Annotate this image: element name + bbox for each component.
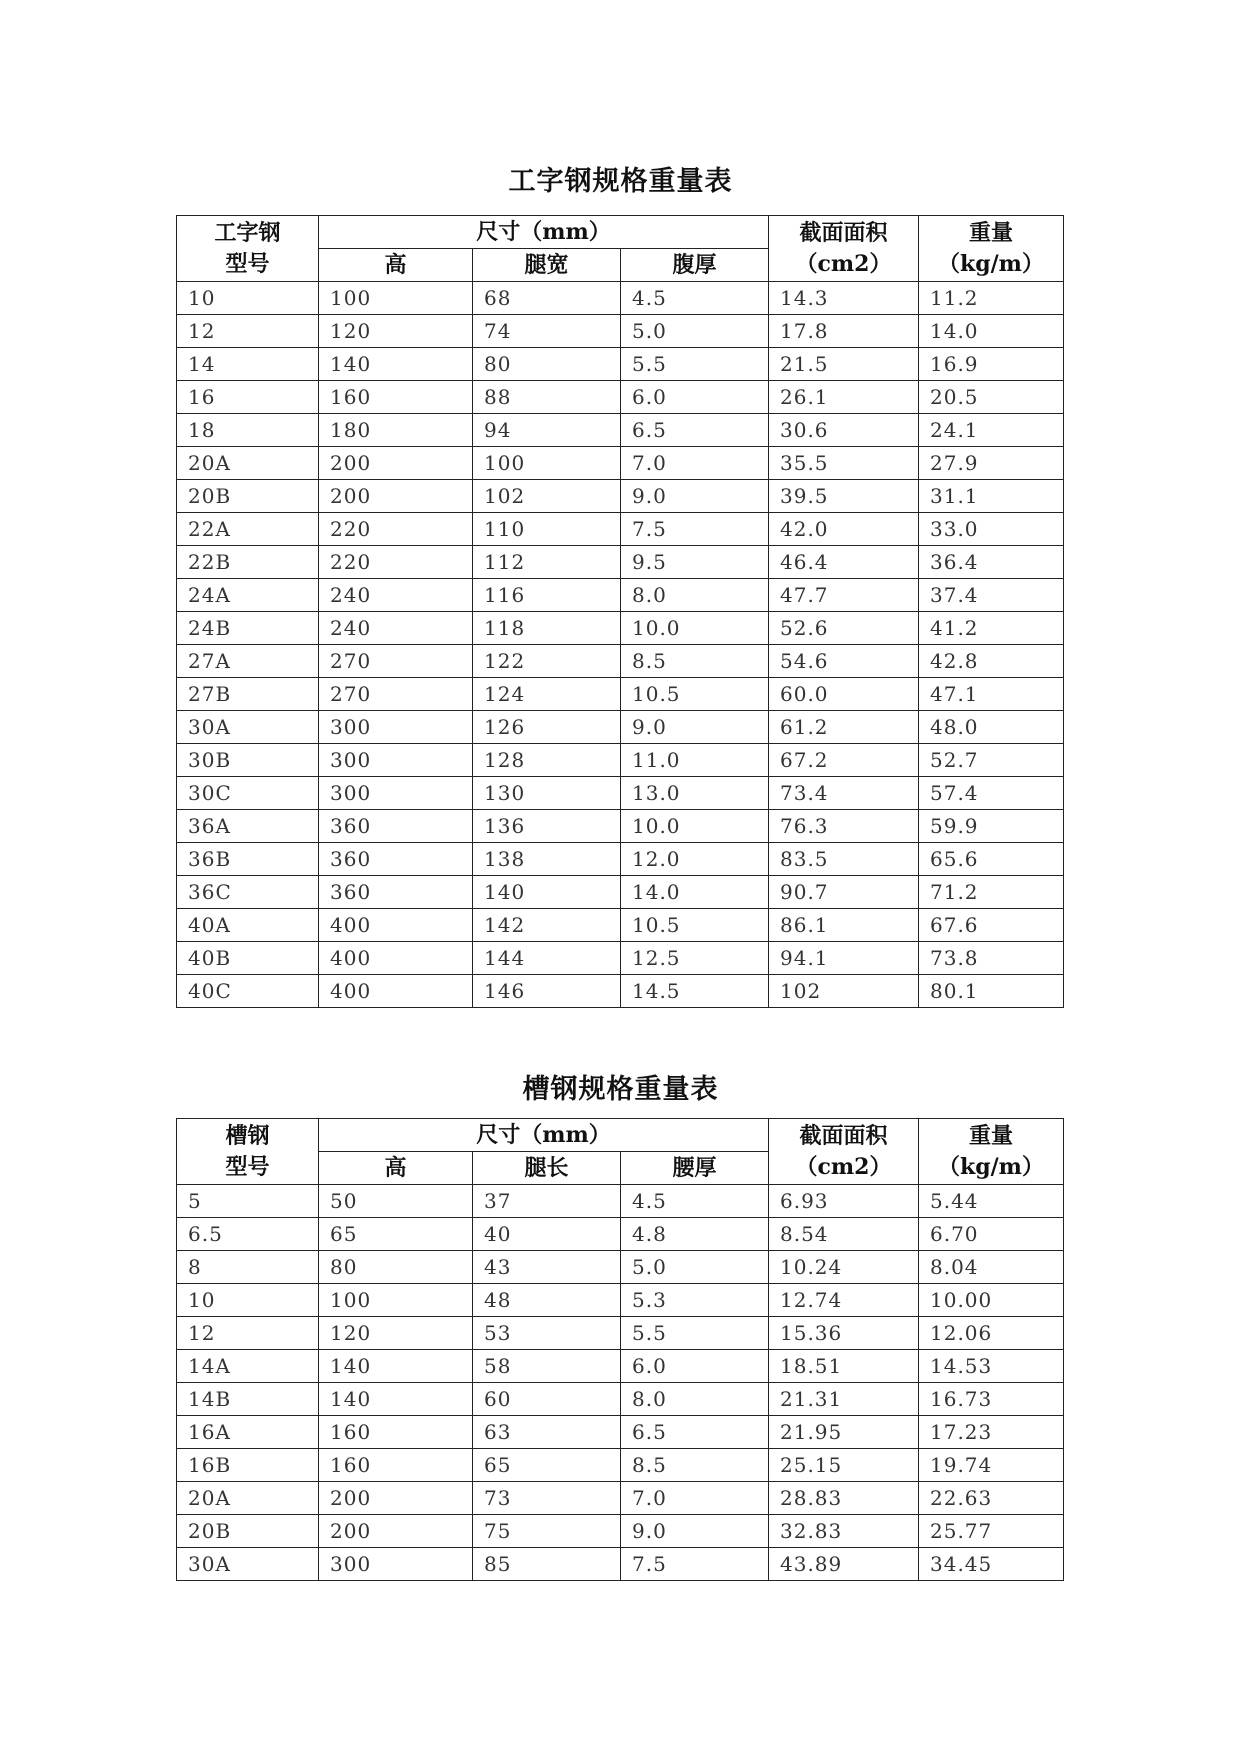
model-cell: 16 bbox=[177, 381, 319, 414]
height-cell: 80 bbox=[319, 1251, 473, 1284]
model-cell: 40B bbox=[177, 942, 319, 975]
height-cell: 300 bbox=[319, 777, 473, 810]
model-cell: 30A bbox=[177, 1548, 319, 1581]
web-cell: 14.5 bbox=[621, 975, 769, 1008]
area-cell: 83.5 bbox=[769, 843, 919, 876]
table-row bbox=[177, 612, 1064, 645]
area-cell: 17.8 bbox=[769, 315, 919, 348]
model-cell: 30B bbox=[177, 744, 319, 777]
model-cell: 30C bbox=[177, 777, 319, 810]
weight-cell: 36.4 bbox=[919, 546, 1064, 579]
area-cell: 12.74 bbox=[769, 1284, 919, 1317]
area-cell: 6.93 bbox=[769, 1185, 919, 1218]
leg-cell: 63 bbox=[473, 1416, 621, 1449]
height-cell: 100 bbox=[319, 282, 473, 315]
area-cell: 14.3 bbox=[769, 282, 919, 315]
table-row bbox=[177, 777, 1064, 810]
area-cell: 8.54 bbox=[769, 1218, 919, 1251]
leg-width-header: 腿宽 bbox=[473, 249, 621, 282]
web-cell: 8.0 bbox=[621, 579, 769, 612]
i-beam-table-body bbox=[177, 282, 1064, 1008]
table-row bbox=[177, 315, 1064, 348]
web-cell: 13.0 bbox=[621, 777, 769, 810]
web-cell: 9.0 bbox=[621, 480, 769, 513]
model-cell: 40C bbox=[177, 975, 319, 1008]
table-row bbox=[177, 711, 1064, 744]
area-cell: 102 bbox=[769, 975, 919, 1008]
area-cell: 26.1 bbox=[769, 381, 919, 414]
model-cell: 40A bbox=[177, 909, 319, 942]
web-cell: 4.5 bbox=[621, 1185, 769, 1218]
model-header bbox=[177, 216, 319, 282]
area-cell: 28.83 bbox=[769, 1482, 919, 1515]
web-cell: 5.3 bbox=[621, 1284, 769, 1317]
weight-cell: 12.06 bbox=[919, 1317, 1064, 1350]
height-cell: 360 bbox=[319, 876, 473, 909]
height-cell: 200 bbox=[319, 447, 473, 480]
area-cell: 86.1 bbox=[769, 909, 919, 942]
web-cell: 9.5 bbox=[621, 546, 769, 579]
weight-cell: 16.9 bbox=[919, 348, 1064, 381]
web-cell: 7.5 bbox=[621, 1548, 769, 1581]
area-cell: 76.3 bbox=[769, 810, 919, 843]
table-row bbox=[177, 1185, 1064, 1218]
model-cell: 20B bbox=[177, 480, 319, 513]
table-row bbox=[177, 678, 1064, 711]
area-cell: 90.7 bbox=[769, 876, 919, 909]
leg-cell: 65 bbox=[473, 1449, 621, 1482]
web-cell: 7.0 bbox=[621, 1482, 769, 1515]
leg-cell: 75 bbox=[473, 1515, 621, 1548]
model-cell: 6.5 bbox=[177, 1218, 319, 1251]
waist-thickness-header: 腰厚 bbox=[621, 1152, 769, 1185]
web-cell: 6.5 bbox=[621, 414, 769, 447]
model-cell: 22B bbox=[177, 546, 319, 579]
table-row bbox=[177, 909, 1064, 942]
table-row bbox=[177, 447, 1064, 480]
weight-cell: 57.4 bbox=[919, 777, 1064, 810]
web-cell: 11.0 bbox=[621, 744, 769, 777]
leg-cell: 85 bbox=[473, 1548, 621, 1581]
channel-table-body bbox=[177, 1185, 1064, 1581]
area-header-line2: （cm2） bbox=[795, 1153, 892, 1180]
model-cell: 16B bbox=[177, 1449, 319, 1482]
model-cell: 27A bbox=[177, 645, 319, 678]
height-cell: 65 bbox=[319, 1218, 473, 1251]
weight-cell: 19.74 bbox=[919, 1449, 1064, 1482]
area-cell: 21.95 bbox=[769, 1416, 919, 1449]
web-cell: 6.5 bbox=[621, 1416, 769, 1449]
model-cell: 14B bbox=[177, 1383, 319, 1416]
web-cell: 9.0 bbox=[621, 1515, 769, 1548]
leg-cell: 122 bbox=[473, 645, 621, 678]
table-row bbox=[177, 381, 1064, 414]
area-header-line1: 截面面积 bbox=[799, 1122, 888, 1149]
height-cell: 300 bbox=[319, 1548, 473, 1581]
height-cell: 140 bbox=[319, 1383, 473, 1416]
weight-cell: 73.8 bbox=[919, 942, 1064, 975]
web-cell: 12.5 bbox=[621, 942, 769, 975]
leg-cell: 68 bbox=[473, 282, 621, 315]
weight-header-line1: 重量 bbox=[968, 219, 1013, 246]
height-cell: 140 bbox=[319, 348, 473, 381]
table-row bbox=[177, 975, 1064, 1008]
leg-cell: 128 bbox=[473, 744, 621, 777]
table-row bbox=[177, 810, 1064, 843]
height-cell: 180 bbox=[319, 414, 473, 447]
leg-cell: 40 bbox=[473, 1218, 621, 1251]
weight-cell: 59.9 bbox=[919, 810, 1064, 843]
area-header-line1: 截面面积 bbox=[799, 219, 888, 246]
leg-cell: 136 bbox=[473, 810, 621, 843]
weight-cell: 20.5 bbox=[919, 381, 1064, 414]
leg-cell: 53 bbox=[473, 1317, 621, 1350]
model-cell: 10 bbox=[177, 1284, 319, 1317]
table-row bbox=[177, 1350, 1064, 1383]
table-row bbox=[177, 1515, 1064, 1548]
height-cell: 400 bbox=[319, 942, 473, 975]
area-cell: 73.4 bbox=[769, 777, 919, 810]
area-cell: 42.0 bbox=[769, 513, 919, 546]
web-cell: 7.0 bbox=[621, 447, 769, 480]
leg-cell: 58 bbox=[473, 1350, 621, 1383]
model-cell: 30A bbox=[177, 711, 319, 744]
weight-cell: 65.6 bbox=[919, 843, 1064, 876]
height-cell: 120 bbox=[319, 315, 473, 348]
leg-cell: 118 bbox=[473, 612, 621, 645]
weight-header-line1: 重量 bbox=[968, 1122, 1013, 1149]
leg-cell: 94 bbox=[473, 414, 621, 447]
height-cell: 200 bbox=[319, 1482, 473, 1515]
leg-cell: 146 bbox=[473, 975, 621, 1008]
leg-cell: 74 bbox=[473, 315, 621, 348]
area-cell: 15.36 bbox=[769, 1317, 919, 1350]
table-row bbox=[177, 1482, 1064, 1515]
model-cell: 8 bbox=[177, 1251, 319, 1284]
weight-cell: 11.2 bbox=[919, 282, 1064, 315]
web-cell: 5.0 bbox=[621, 315, 769, 348]
model-cell: 24B bbox=[177, 612, 319, 645]
leg-cell: 100 bbox=[473, 447, 621, 480]
model-header-line1: 工字钢 bbox=[214, 219, 281, 246]
leg-cell: 37 bbox=[473, 1185, 621, 1218]
height-cell: 50 bbox=[319, 1185, 473, 1218]
model-cell: 10 bbox=[177, 282, 319, 315]
weight-cell: 22.63 bbox=[919, 1482, 1064, 1515]
leg-cell: 80 bbox=[473, 348, 621, 381]
table-row bbox=[177, 282, 1064, 315]
leg-length-header: 腿长 bbox=[473, 1152, 621, 1185]
channel-spec-table bbox=[176, 1118, 1064, 1581]
weight-header-line2: （kg/m） bbox=[938, 250, 1044, 277]
model-cell: 18 bbox=[177, 414, 319, 447]
leg-cell: 124 bbox=[473, 678, 621, 711]
web-cell: 6.0 bbox=[621, 1350, 769, 1383]
weight-header bbox=[919, 1119, 1064, 1185]
table-row bbox=[177, 348, 1064, 381]
weight-header bbox=[919, 216, 1064, 282]
area-cell: 25.15 bbox=[769, 1449, 919, 1482]
weight-cell: 33.0 bbox=[919, 513, 1064, 546]
area-cell: 61.2 bbox=[769, 711, 919, 744]
height-cell: 360 bbox=[319, 843, 473, 876]
weight-cell: 10.00 bbox=[919, 1284, 1064, 1317]
height-cell: 300 bbox=[319, 744, 473, 777]
leg-cell: 88 bbox=[473, 381, 621, 414]
table-row bbox=[177, 843, 1064, 876]
model-cell: 36A bbox=[177, 810, 319, 843]
weight-cell: 42.8 bbox=[919, 645, 1064, 678]
height-header: 高 bbox=[319, 1152, 473, 1185]
weight-cell: 14.0 bbox=[919, 315, 1064, 348]
model-header-line2: 型号 bbox=[225, 250, 270, 277]
web-cell: 10.0 bbox=[621, 810, 769, 843]
height-cell: 160 bbox=[319, 1416, 473, 1449]
weight-cell: 14.53 bbox=[919, 1350, 1064, 1383]
table-row bbox=[177, 546, 1064, 579]
model-cell: 20B bbox=[177, 1515, 319, 1548]
model-cell: 22A bbox=[177, 513, 319, 546]
web-cell: 10.0 bbox=[621, 612, 769, 645]
area-cell: 21.5 bbox=[769, 348, 919, 381]
area-cell: 52.6 bbox=[769, 612, 919, 645]
height-cell: 400 bbox=[319, 975, 473, 1008]
table-row bbox=[177, 1317, 1064, 1350]
area-cell: 43.89 bbox=[769, 1548, 919, 1581]
web-cell: 4.5 bbox=[621, 282, 769, 315]
weight-cell: 31.1 bbox=[919, 480, 1064, 513]
leg-cell: 102 bbox=[473, 480, 621, 513]
weight-cell: 17.23 bbox=[919, 1416, 1064, 1449]
leg-cell: 60 bbox=[473, 1383, 621, 1416]
weight-header-line2: （kg/m） bbox=[938, 1153, 1044, 1180]
leg-cell: 43 bbox=[473, 1251, 621, 1284]
model-header-line2: 型号 bbox=[225, 1153, 270, 1180]
area-cell: 21.31 bbox=[769, 1383, 919, 1416]
height-cell: 200 bbox=[319, 480, 473, 513]
height-cell: 240 bbox=[319, 579, 473, 612]
model-header-line1: 槽钢 bbox=[225, 1122, 270, 1149]
area-cell: 54.6 bbox=[769, 645, 919, 678]
weight-cell: 80.1 bbox=[919, 975, 1064, 1008]
table-row bbox=[177, 1218, 1064, 1251]
web-cell: 10.5 bbox=[621, 909, 769, 942]
leg-cell: 140 bbox=[473, 876, 621, 909]
table-row bbox=[177, 579, 1064, 612]
web-cell: 5.5 bbox=[621, 1317, 769, 1350]
leg-cell: 144 bbox=[473, 942, 621, 975]
table-row bbox=[177, 414, 1064, 447]
area-cell: 32.83 bbox=[769, 1515, 919, 1548]
height-cell: 100 bbox=[319, 1284, 473, 1317]
table-row bbox=[177, 1449, 1064, 1482]
channel-table-title: 槽钢规格重量表 bbox=[522, 1074, 719, 1105]
height-header: 高 bbox=[319, 249, 473, 282]
weight-cell: 6.70 bbox=[919, 1218, 1064, 1251]
height-cell: 140 bbox=[319, 1350, 473, 1383]
weight-cell: 37.4 bbox=[919, 579, 1064, 612]
table-row bbox=[177, 876, 1064, 909]
area-header-line2: （cm2） bbox=[795, 250, 892, 277]
weight-cell: 25.77 bbox=[919, 1515, 1064, 1548]
height-cell: 240 bbox=[319, 612, 473, 645]
height-cell: 160 bbox=[319, 381, 473, 414]
web-cell: 14.0 bbox=[621, 876, 769, 909]
weight-cell: 5.44 bbox=[919, 1185, 1064, 1218]
area-cell: 10.24 bbox=[769, 1251, 919, 1284]
web-cell: 5.5 bbox=[621, 348, 769, 381]
weight-cell: 34.45 bbox=[919, 1548, 1064, 1581]
leg-cell: 116 bbox=[473, 579, 621, 612]
leg-cell: 48 bbox=[473, 1284, 621, 1317]
model-cell: 5 bbox=[177, 1185, 319, 1218]
height-cell: 160 bbox=[319, 1449, 473, 1482]
leg-cell: 130 bbox=[473, 777, 621, 810]
leg-cell: 126 bbox=[473, 711, 621, 744]
height-cell: 400 bbox=[319, 909, 473, 942]
weight-cell: 52.7 bbox=[919, 744, 1064, 777]
size-header: 尺寸（mm） bbox=[319, 1119, 769, 1152]
weight-cell: 48.0 bbox=[919, 711, 1064, 744]
weight-cell: 16.73 bbox=[919, 1383, 1064, 1416]
model-cell: 14 bbox=[177, 348, 319, 381]
model-cell: 27B bbox=[177, 678, 319, 711]
area-header bbox=[769, 216, 919, 282]
model-cell: 24A bbox=[177, 579, 319, 612]
area-cell: 47.7 bbox=[769, 579, 919, 612]
area-cell: 30.6 bbox=[769, 414, 919, 447]
height-cell: 270 bbox=[319, 645, 473, 678]
model-cell: 12 bbox=[177, 1317, 319, 1350]
area-cell: 18.51 bbox=[769, 1350, 919, 1383]
height-cell: 270 bbox=[319, 678, 473, 711]
weight-cell: 71.2 bbox=[919, 876, 1064, 909]
header-row bbox=[177, 216, 1064, 249]
height-cell: 220 bbox=[319, 513, 473, 546]
height-cell: 200 bbox=[319, 1515, 473, 1548]
height-cell: 120 bbox=[319, 1317, 473, 1350]
table-row bbox=[177, 1284, 1064, 1317]
size-header: 尺寸（mm） bbox=[319, 216, 769, 249]
area-cell: 39.5 bbox=[769, 480, 919, 513]
leg-cell: 112 bbox=[473, 546, 621, 579]
i-beam-table-title: 工字钢规格重量表 bbox=[508, 166, 733, 197]
model-cell: 20A bbox=[177, 447, 319, 480]
area-header bbox=[769, 1119, 919, 1185]
table-row bbox=[177, 1383, 1064, 1416]
table-row bbox=[177, 480, 1064, 513]
leg-cell: 142 bbox=[473, 909, 621, 942]
web-cell: 12.0 bbox=[621, 843, 769, 876]
weight-cell: 8.04 bbox=[919, 1251, 1064, 1284]
model-cell: 36C bbox=[177, 876, 319, 909]
area-cell: 46.4 bbox=[769, 546, 919, 579]
height-cell: 220 bbox=[319, 546, 473, 579]
model-cell: 14A bbox=[177, 1350, 319, 1383]
web-cell: 5.0 bbox=[621, 1251, 769, 1284]
weight-cell: 47.1 bbox=[919, 678, 1064, 711]
leg-cell: 138 bbox=[473, 843, 621, 876]
weight-cell: 27.9 bbox=[919, 447, 1064, 480]
web-cell: 9.0 bbox=[621, 711, 769, 744]
web-cell: 10.5 bbox=[621, 678, 769, 711]
table-row bbox=[177, 513, 1064, 546]
table-row bbox=[177, 1416, 1064, 1449]
model-cell: 12 bbox=[177, 315, 319, 348]
i-beam-spec-table bbox=[176, 215, 1064, 1008]
table-row bbox=[177, 1251, 1064, 1284]
area-cell: 67.2 bbox=[769, 744, 919, 777]
header-row bbox=[177, 1119, 1064, 1152]
weight-cell: 24.1 bbox=[919, 414, 1064, 447]
table-row bbox=[177, 942, 1064, 975]
table-row bbox=[177, 744, 1064, 777]
weight-cell: 67.6 bbox=[919, 909, 1064, 942]
model-cell: 36B bbox=[177, 843, 319, 876]
height-cell: 360 bbox=[319, 810, 473, 843]
area-cell: 35.5 bbox=[769, 447, 919, 480]
model-cell: 20A bbox=[177, 1482, 319, 1515]
web-cell: 7.5 bbox=[621, 513, 769, 546]
web-thickness-header: 腹厚 bbox=[621, 249, 769, 282]
height-cell: 300 bbox=[319, 711, 473, 744]
table-row bbox=[177, 1548, 1064, 1581]
web-cell: 8.5 bbox=[621, 645, 769, 678]
web-cell: 4.8 bbox=[621, 1218, 769, 1251]
model-cell: 16A bbox=[177, 1416, 319, 1449]
table-row bbox=[177, 645, 1064, 678]
web-cell: 8.5 bbox=[621, 1449, 769, 1482]
model-header bbox=[177, 1119, 319, 1185]
web-cell: 6.0 bbox=[621, 381, 769, 414]
area-cell: 60.0 bbox=[769, 678, 919, 711]
leg-cell: 110 bbox=[473, 513, 621, 546]
leg-cell: 73 bbox=[473, 1482, 621, 1515]
area-cell: 94.1 bbox=[769, 942, 919, 975]
web-cell: 8.0 bbox=[621, 1383, 769, 1416]
weight-cell: 41.2 bbox=[919, 612, 1064, 645]
